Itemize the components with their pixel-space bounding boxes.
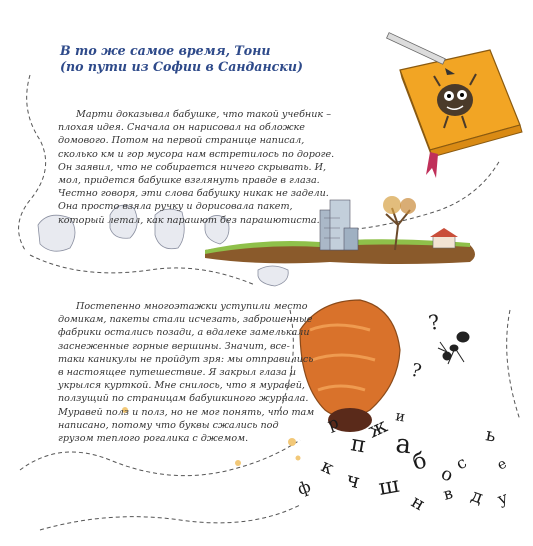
crumb — [296, 456, 301, 461]
page-title — [60, 43, 350, 75]
scattered-letter: н — [407, 491, 429, 516]
scattered-letter: д — [468, 484, 486, 509]
scattered-letter: о — [438, 462, 456, 487]
ant-icon — [438, 332, 469, 364]
bookmark-icon — [426, 152, 438, 178]
paragraph-2 — [58, 300, 316, 445]
dashed-trail — [20, 440, 300, 476]
paragraph-2-text: Постепенно многоэтажки уступили место домикам, пакеты стали исчезать, заброшенные фабрики остались позади, а вдалеке замелькали заснеженные горные вершины. Значит, все-таки каникулы не пройдут зря: мы отправились в настоящее путешествие. Я закрыл глаза и укрылся курткой. Мне снилось, что я муравей, ползущий по страницам бабушкиного журнала. Муравей полз и полз, но не мог понять, что там написано, потому что буквы сжались под грузом теплого рогалика с джемом. — [58, 301, 315, 445]
paragraph-1-text: Марти доказывал бабушке, что такой учебник – плохая идея. Сначала он нарисовал на обложке домового. Потом на первой странице написал, сколько км и гор мусора нам встретилось по дороге. Он заявил, что не собирается ничего скрывать. И, мол, придется бабушке взглянуть правде в глаза. Честно говоря, эти слова бабушку никак не задели. Она просто взяла ручку и дорисовала пакет, который летал, как парашют без парашютиста. — [58, 109, 335, 226]
scattered-letter: ч — [343, 466, 363, 494]
scattered-letter: а — [394, 429, 413, 461]
scattered-letter: е — [494, 455, 510, 474]
scattered-letter: ? — [426, 309, 442, 335]
heading-line-1: В то же самое время, Тони — [60, 43, 271, 58]
heading-line-2: (по пути из Софии в Сандански) — [60, 59, 303, 74]
scattered-letter: ж — [363, 413, 391, 443]
scattered-letter: с — [452, 452, 470, 474]
dashed-trail — [40, 505, 300, 530]
house-icon — [430, 228, 458, 248]
scattered-letter: р — [324, 412, 341, 434]
scattered-letter: к — [317, 455, 337, 480]
scattered-letter: п — [348, 431, 368, 459]
dashed-trail — [507, 310, 520, 420]
scattered-letter: и — [394, 408, 407, 426]
scattered-letter: у — [494, 487, 511, 509]
crumb — [235, 460, 241, 466]
scattered-letter: ф — [294, 476, 314, 499]
scattered-letter: ш — [376, 472, 402, 501]
paragraph-1 — [58, 108, 340, 227]
scattered-letter: б — [410, 448, 430, 476]
scattered-letter: ? — [408, 359, 424, 383]
scattered-letter: в — [441, 483, 455, 504]
scattered-letter: ь — [484, 424, 498, 447]
